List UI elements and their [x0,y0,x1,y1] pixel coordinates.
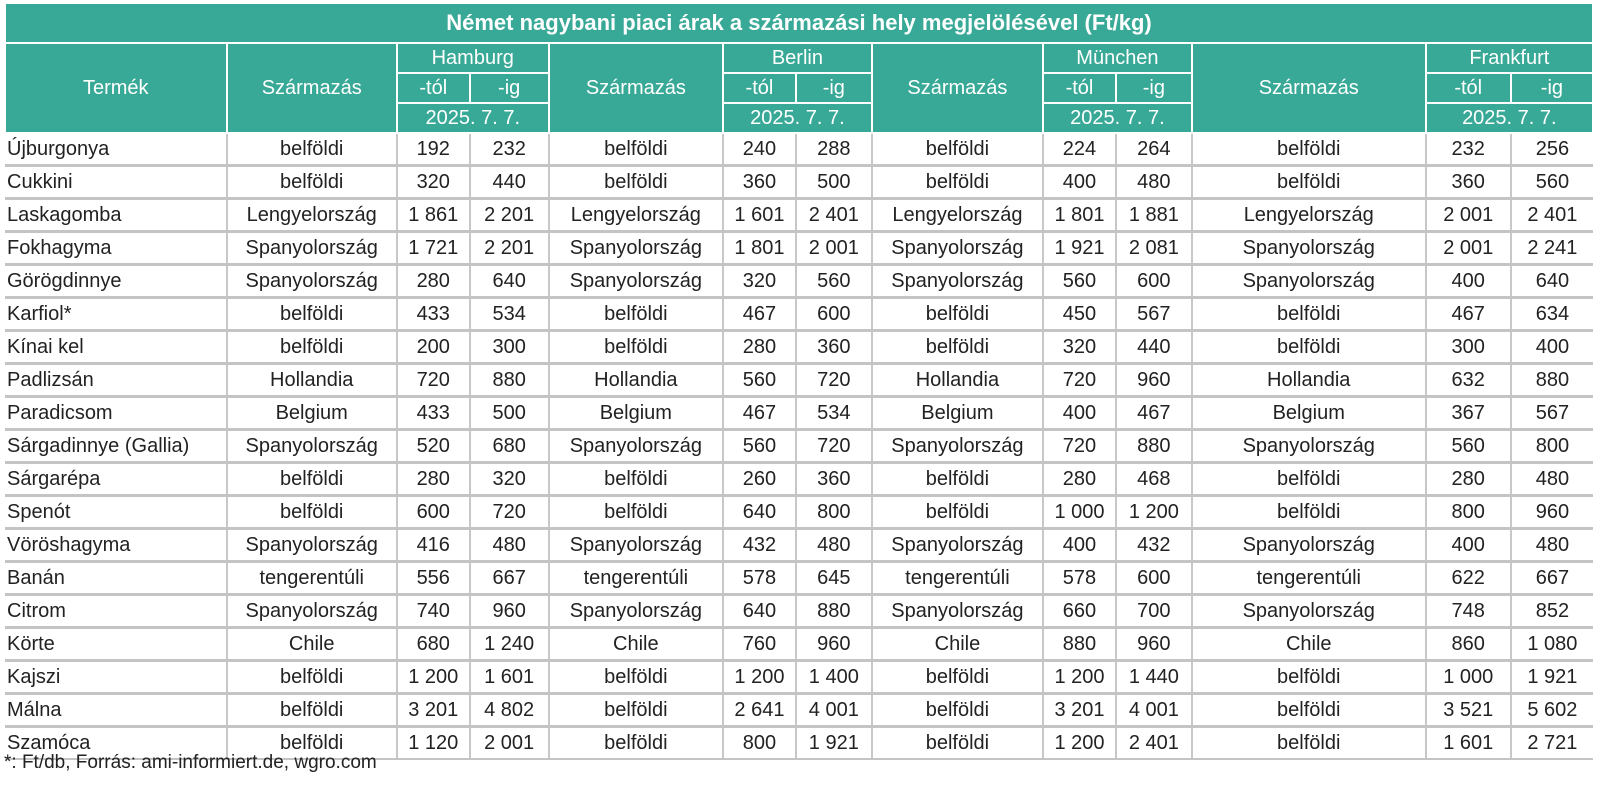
price-from-cell-munchen: 720 [1043,364,1116,397]
price-to-cell-berlin: 534 [796,397,872,430]
origin-cell-berlin: Spanyolország [549,595,723,628]
price-from-cell-munchen: 1 000 [1043,496,1116,529]
origin-cell-munchen: belföldi [872,661,1043,694]
price-to-cell-hamburg: 960 [470,595,549,628]
price-from-cell-munchen: 560 [1043,265,1116,298]
price-from-cell-berlin: 1 601 [723,199,796,232]
price-from-cell-hamburg: 280 [397,265,470,298]
price-to-cell-hamburg: 667 [470,562,549,595]
header-city-munchen: München [1043,43,1192,73]
price-to-cell-frankfurt: 634 [1511,298,1593,331]
price-to-cell-frankfurt: 480 [1511,529,1593,562]
price-from-cell-berlin: 467 [723,298,796,331]
origin-cell-frankfurt: belföldi [1192,496,1426,529]
price-from-cell-munchen: 450 [1043,298,1116,331]
price-to-cell-berlin: 720 [796,364,872,397]
price-from-cell-berlin: 578 [723,562,796,595]
origin-cell-berlin: belföldi [549,661,723,694]
price-to-cell-berlin: 288 [796,133,872,166]
price-from-cell-hamburg: 416 [397,529,470,562]
price-from-cell-hamburg: 1 861 [397,199,470,232]
origin-cell-munchen: belföldi [872,166,1043,199]
price-to-cell-hamburg: 232 [470,133,549,166]
price-to-cell-hamburg: 2 201 [470,199,549,232]
table-row [5,694,1593,727]
price-to-cell-munchen: 960 [1116,628,1192,661]
product-cell: Fokhagyma [5,232,227,265]
table-body [5,133,1593,759]
origin-cell-hamburg: Spanyolország [227,430,397,463]
table-row [5,463,1593,496]
product-cell: Padlizsán [5,364,227,397]
origin-cell-berlin: tengerentúli [549,562,723,595]
product-cell: Újburgonya [5,133,227,166]
table-row [5,661,1593,694]
price-from-cell-munchen: 280 [1043,463,1116,496]
origin-cell-hamburg: Lengyelország [227,199,397,232]
table-row [5,397,1593,430]
product-cell: Körte [5,628,227,661]
price-from-cell-munchen: 400 [1043,529,1116,562]
price-from-cell-munchen: 1 921 [1043,232,1116,265]
price-from-cell-frankfurt: 367 [1426,397,1511,430]
price-to-cell-berlin: 600 [796,298,872,331]
price-to-cell-berlin: 960 [796,628,872,661]
price-to-cell-berlin: 360 [796,331,872,364]
price-from-cell-berlin: 467 [723,397,796,430]
origin-cell-frankfurt: Spanyolország [1192,265,1426,298]
origin-cell-munchen: belföldi [872,133,1043,166]
price-from-cell-munchen: 400 [1043,166,1116,199]
price-to-cell-munchen: 567 [1116,298,1192,331]
header-to: -ig [796,73,872,103]
price-to-cell-munchen: 432 [1116,529,1192,562]
price-to-cell-hamburg: 1 601 [470,661,549,694]
price-to-cell-frankfurt: 800 [1511,430,1593,463]
price-to-cell-hamburg: 2 201 [470,232,549,265]
origin-cell-hamburg: belföldi [227,463,397,496]
origin-cell-hamburg: Spanyolország [227,265,397,298]
origin-cell-berlin: Chile [549,628,723,661]
origin-cell-munchen: Spanyolország [872,529,1043,562]
table-row [5,232,1593,265]
price-from-cell-berlin: 560 [723,430,796,463]
price-from-cell-frankfurt: 300 [1426,331,1511,364]
price-from-cell-frankfurt: 400 [1426,265,1511,298]
price-from-cell-berlin: 280 [723,331,796,364]
price-to-cell-hamburg: 534 [470,298,549,331]
header-date: 2025. 7. 7. [1426,103,1593,133]
origin-cell-berlin: belföldi [549,694,723,727]
origin-cell-munchen: belföldi [872,727,1043,760]
header-product: Termék [5,43,227,133]
origin-cell-frankfurt: Belgium [1192,397,1426,430]
origin-cell-frankfurt: Chile [1192,628,1426,661]
price-from-cell-hamburg: 192 [397,133,470,166]
price-to-cell-munchen: 4 001 [1116,694,1192,727]
price-from-cell-frankfurt: 2 001 [1426,199,1511,232]
table-row [5,298,1593,331]
price-table-container [4,4,1594,760]
origin-cell-munchen: belföldi [872,694,1043,727]
product-cell: Sárgarépa [5,463,227,496]
price-from-cell-munchen: 1 801 [1043,199,1116,232]
price-to-cell-hamburg: 680 [470,430,549,463]
price-from-cell-munchen: 1 200 [1043,727,1116,760]
origin-cell-berlin: belföldi [549,496,723,529]
header-origin-hamburg: Származás [227,43,397,133]
table-row [5,529,1593,562]
origin-cell-berlin: belföldi [549,166,723,199]
price-to-cell-berlin: 2 401 [796,199,872,232]
header-from: -tól [1043,73,1116,103]
product-cell: Sárgadinnye (Gallia) [5,430,227,463]
origin-cell-munchen: belföldi [872,496,1043,529]
price-from-cell-hamburg: 680 [397,628,470,661]
price-to-cell-frankfurt: 667 [1511,562,1593,595]
table-row [5,166,1593,199]
price-from-cell-hamburg: 740 [397,595,470,628]
price-to-cell-munchen: 468 [1116,463,1192,496]
price-from-cell-frankfurt: 400 [1426,529,1511,562]
origin-cell-munchen: Lengyelország [872,199,1043,232]
header-from: -tól [723,73,796,103]
header-origin-berlin: Származás [549,43,723,133]
price-to-cell-frankfurt: 480 [1511,463,1593,496]
price-from-cell-berlin: 260 [723,463,796,496]
origin-cell-hamburg: Spanyolország [227,232,397,265]
header-to: -ig [1116,73,1192,103]
price-from-cell-munchen: 3 201 [1043,694,1116,727]
origin-cell-munchen: Spanyolország [872,595,1043,628]
price-from-cell-berlin: 1 200 [723,661,796,694]
price-table [4,4,1594,760]
price-to-cell-munchen: 1 200 [1116,496,1192,529]
origin-cell-frankfurt: tengerentúli [1192,562,1426,595]
price-to-cell-berlin: 1 921 [796,727,872,760]
price-to-cell-munchen: 480 [1116,166,1192,199]
price-from-cell-hamburg: 320 [397,166,470,199]
price-to-cell-berlin: 1 400 [796,661,872,694]
price-to-cell-hamburg: 480 [470,529,549,562]
product-cell: Kajszi [5,661,227,694]
price-to-cell-munchen: 600 [1116,265,1192,298]
header-from: -tól [397,73,470,103]
origin-cell-munchen: Chile [872,628,1043,661]
price-from-cell-hamburg: 556 [397,562,470,595]
price-to-cell-frankfurt: 640 [1511,265,1593,298]
price-from-cell-hamburg: 433 [397,298,470,331]
origin-cell-berlin: belföldi [549,727,723,760]
table-row [5,562,1593,595]
origin-cell-frankfurt: belföldi [1192,661,1426,694]
price-from-cell-berlin: 640 [723,595,796,628]
price-from-cell-berlin: 560 [723,364,796,397]
product-cell: Görögdinnye [5,265,227,298]
origin-cell-berlin: Belgium [549,397,723,430]
header-city-hamburg: Hamburg [397,43,549,73]
origin-cell-berlin: Lengyelország [549,199,723,232]
origin-cell-berlin: Spanyolország [549,430,723,463]
price-from-cell-munchen: 578 [1043,562,1116,595]
price-from-cell-berlin: 432 [723,529,796,562]
price-to-cell-hamburg: 320 [470,463,549,496]
price-to-cell-frankfurt: 1 921 [1511,661,1593,694]
price-from-cell-frankfurt: 800 [1426,496,1511,529]
price-to-cell-berlin: 360 [796,463,872,496]
origin-cell-berlin: belföldi [549,298,723,331]
price-from-cell-hamburg: 520 [397,430,470,463]
price-from-cell-frankfurt: 860 [1426,628,1511,661]
origin-cell-hamburg: belföldi [227,331,397,364]
price-to-cell-hamburg: 880 [470,364,549,397]
price-from-cell-munchen: 224 [1043,133,1116,166]
product-cell: Paradicsom [5,397,227,430]
price-from-cell-frankfurt: 1 000 [1426,661,1511,694]
price-to-cell-munchen: 467 [1116,397,1192,430]
product-cell: Banán [5,562,227,595]
price-from-cell-hamburg: 720 [397,364,470,397]
price-from-cell-frankfurt: 560 [1426,430,1511,463]
price-from-cell-frankfurt: 3 521 [1426,694,1511,727]
origin-cell-frankfurt: belföldi [1192,727,1426,760]
origin-cell-frankfurt: belföldi [1192,463,1426,496]
origin-cell-hamburg: belföldi [227,133,397,166]
price-to-cell-frankfurt: 2 241 [1511,232,1593,265]
price-from-cell-hamburg: 280 [397,463,470,496]
price-from-cell-frankfurt: 360 [1426,166,1511,199]
product-cell: Szamóca [5,727,227,760]
price-from-cell-frankfurt: 622 [1426,562,1511,595]
origin-cell-hamburg: belföldi [227,727,397,760]
price-to-cell-frankfurt: 880 [1511,364,1593,397]
origin-cell-hamburg: Chile [227,628,397,661]
price-to-cell-munchen: 1 440 [1116,661,1192,694]
price-to-cell-munchen: 2 081 [1116,232,1192,265]
price-from-cell-berlin: 640 [723,496,796,529]
price-to-cell-munchen: 960 [1116,364,1192,397]
origin-cell-frankfurt: Spanyolország [1192,529,1426,562]
origin-cell-munchen: tengerentúli [872,562,1043,595]
price-from-cell-hamburg: 3 201 [397,694,470,727]
origin-cell-berlin: belföldi [549,463,723,496]
price-from-cell-berlin: 1 801 [723,232,796,265]
price-from-cell-munchen: 720 [1043,430,1116,463]
price-from-cell-frankfurt: 232 [1426,133,1511,166]
price-from-cell-frankfurt: 280 [1426,463,1511,496]
header-origin-frankfurt: Származás [1192,43,1426,133]
price-from-cell-munchen: 400 [1043,397,1116,430]
origin-cell-munchen: Belgium [872,397,1043,430]
product-cell: Laskagomba [5,199,227,232]
price-to-cell-frankfurt: 560 [1511,166,1593,199]
origin-cell-berlin: Spanyolország [549,529,723,562]
price-from-cell-frankfurt: 748 [1426,595,1511,628]
price-to-cell-frankfurt: 5 602 [1511,694,1593,727]
price-to-cell-frankfurt: 256 [1511,133,1593,166]
price-from-cell-berlin: 800 [723,727,796,760]
origin-cell-hamburg: Belgium [227,397,397,430]
origin-cell-hamburg: belföldi [227,661,397,694]
price-to-cell-berlin: 800 [796,496,872,529]
table-row [5,199,1593,232]
price-from-cell-berlin: 360 [723,166,796,199]
table-row [5,628,1593,661]
origin-cell-berlin: Spanyolország [549,265,723,298]
price-to-cell-berlin: 500 [796,166,872,199]
origin-cell-hamburg: belföldi [227,166,397,199]
origin-cell-frankfurt: Lengyelország [1192,199,1426,232]
origin-cell-frankfurt: belföldi [1192,298,1426,331]
price-from-cell-frankfurt: 632 [1426,364,1511,397]
origin-cell-berlin: Hollandia [549,364,723,397]
origin-cell-hamburg: belföldi [227,694,397,727]
price-to-cell-frankfurt: 400 [1511,331,1593,364]
origin-cell-munchen: belföldi [872,463,1043,496]
header-date: 2025. 7. 7. [397,103,549,133]
header-to: -ig [1511,73,1593,103]
price-to-cell-frankfurt: 2 721 [1511,727,1593,760]
price-from-cell-hamburg: 1 721 [397,232,470,265]
price-from-cell-berlin: 240 [723,133,796,166]
origin-cell-munchen: belföldi [872,331,1043,364]
origin-cell-hamburg: Hollandia [227,364,397,397]
price-from-cell-frankfurt: 467 [1426,298,1511,331]
price-from-cell-hamburg: 1 200 [397,661,470,694]
product-cell: Spenót [5,496,227,529]
origin-cell-hamburg: Spanyolország [227,595,397,628]
table-row [5,430,1593,463]
price-to-cell-munchen: 2 401 [1116,727,1192,760]
origin-cell-hamburg: Spanyolország [227,529,397,562]
table-title: Német nagybani piaci árak a származási hely megjelölésével (Ft/kg) [5,4,1593,43]
price-to-cell-munchen: 264 [1116,133,1192,166]
price-to-cell-berlin: 2 001 [796,232,872,265]
header-city-frankfurt: Frankfurt [1426,43,1593,73]
price-to-cell-hamburg: 300 [470,331,549,364]
origin-cell-munchen: Spanyolország [872,430,1043,463]
header-city-berlin: Berlin [723,43,872,73]
product-cell: Vöröshagyma [5,529,227,562]
table-row [5,265,1593,298]
origin-cell-frankfurt: belföldi [1192,133,1426,166]
origin-cell-frankfurt: Spanyolország [1192,430,1426,463]
price-from-cell-berlin: 760 [723,628,796,661]
origin-cell-frankfurt: Spanyolország [1192,232,1426,265]
price-to-cell-berlin: 880 [796,595,872,628]
price-from-cell-frankfurt: 1 601 [1426,727,1511,760]
origin-cell-berlin: belföldi [549,331,723,364]
price-to-cell-munchen: 880 [1116,430,1192,463]
price-to-cell-hamburg: 4 802 [470,694,549,727]
header-origin-munchen: Származás [872,43,1043,133]
price-from-cell-hamburg: 600 [397,496,470,529]
price-from-cell-berlin: 320 [723,265,796,298]
header-date: 2025. 7. 7. [723,103,872,133]
price-to-cell-hamburg: 720 [470,496,549,529]
price-to-cell-hamburg: 640 [470,265,549,298]
origin-cell-munchen: Spanyolország [872,265,1043,298]
price-to-cell-frankfurt: 960 [1511,496,1593,529]
product-cell: Málna [5,694,227,727]
product-cell: Kínai kel [5,331,227,364]
price-to-cell-frankfurt: 852 [1511,595,1593,628]
header-from: -tól [1426,73,1511,103]
price-from-cell-munchen: 1 200 [1043,661,1116,694]
header-date: 2025. 7. 7. [1043,103,1192,133]
price-from-cell-hamburg: 433 [397,397,470,430]
price-from-cell-berlin: 2 641 [723,694,796,727]
origin-cell-munchen: Hollandia [872,364,1043,397]
origin-cell-munchen: Spanyolország [872,232,1043,265]
price-from-cell-munchen: 880 [1043,628,1116,661]
price-to-cell-hamburg: 2 001 [470,727,549,760]
price-to-cell-frankfurt: 2 401 [1511,199,1593,232]
price-to-cell-berlin: 720 [796,430,872,463]
price-from-cell-hamburg: 1 120 [397,727,470,760]
table-row [5,364,1593,397]
table-row [5,496,1593,529]
price-from-cell-munchen: 660 [1043,595,1116,628]
header-to: -ig [470,73,549,103]
price-from-cell-munchen: 320 [1043,331,1116,364]
price-to-cell-berlin: 645 [796,562,872,595]
price-to-cell-frankfurt: 567 [1511,397,1593,430]
price-to-cell-berlin: 4 001 [796,694,872,727]
table-row [5,595,1593,628]
price-to-cell-munchen: 440 [1116,331,1192,364]
origin-cell-frankfurt: Hollandia [1192,364,1426,397]
price-to-cell-frankfurt: 1 080 [1511,628,1593,661]
origin-cell-hamburg: belföldi [227,496,397,529]
product-cell: Karfiol* [5,298,227,331]
table-row [5,133,1593,166]
price-from-cell-frankfurt: 2 001 [1426,232,1511,265]
origin-cell-munchen: belföldi [872,298,1043,331]
price-to-cell-munchen: 700 [1116,595,1192,628]
origin-cell-berlin: belföldi [549,133,723,166]
price-to-cell-munchen: 1 881 [1116,199,1192,232]
origin-cell-berlin: Spanyolország [549,232,723,265]
footnote: *: Ft/db, Forrás: ami-informiert.de, wgro.com [4,752,377,773]
origin-cell-hamburg: belföldi [227,298,397,331]
product-cell: Citrom [5,595,227,628]
origin-cell-frankfurt: belföldi [1192,694,1426,727]
table-row [5,331,1593,364]
origin-cell-frankfurt: belföldi [1192,166,1426,199]
product-cell: Cukkini [5,166,227,199]
price-to-cell-berlin: 480 [796,529,872,562]
price-to-cell-hamburg: 440 [470,166,549,199]
origin-cell-hamburg: tengerentúli [227,562,397,595]
origin-cell-frankfurt: belföldi [1192,331,1426,364]
origin-cell-frankfurt: Spanyolország [1192,595,1426,628]
price-to-cell-hamburg: 1 240 [470,628,549,661]
price-to-cell-hamburg: 500 [470,397,549,430]
price-from-cell-hamburg: 200 [397,331,470,364]
price-to-cell-munchen: 600 [1116,562,1192,595]
price-to-cell-berlin: 560 [796,265,872,298]
